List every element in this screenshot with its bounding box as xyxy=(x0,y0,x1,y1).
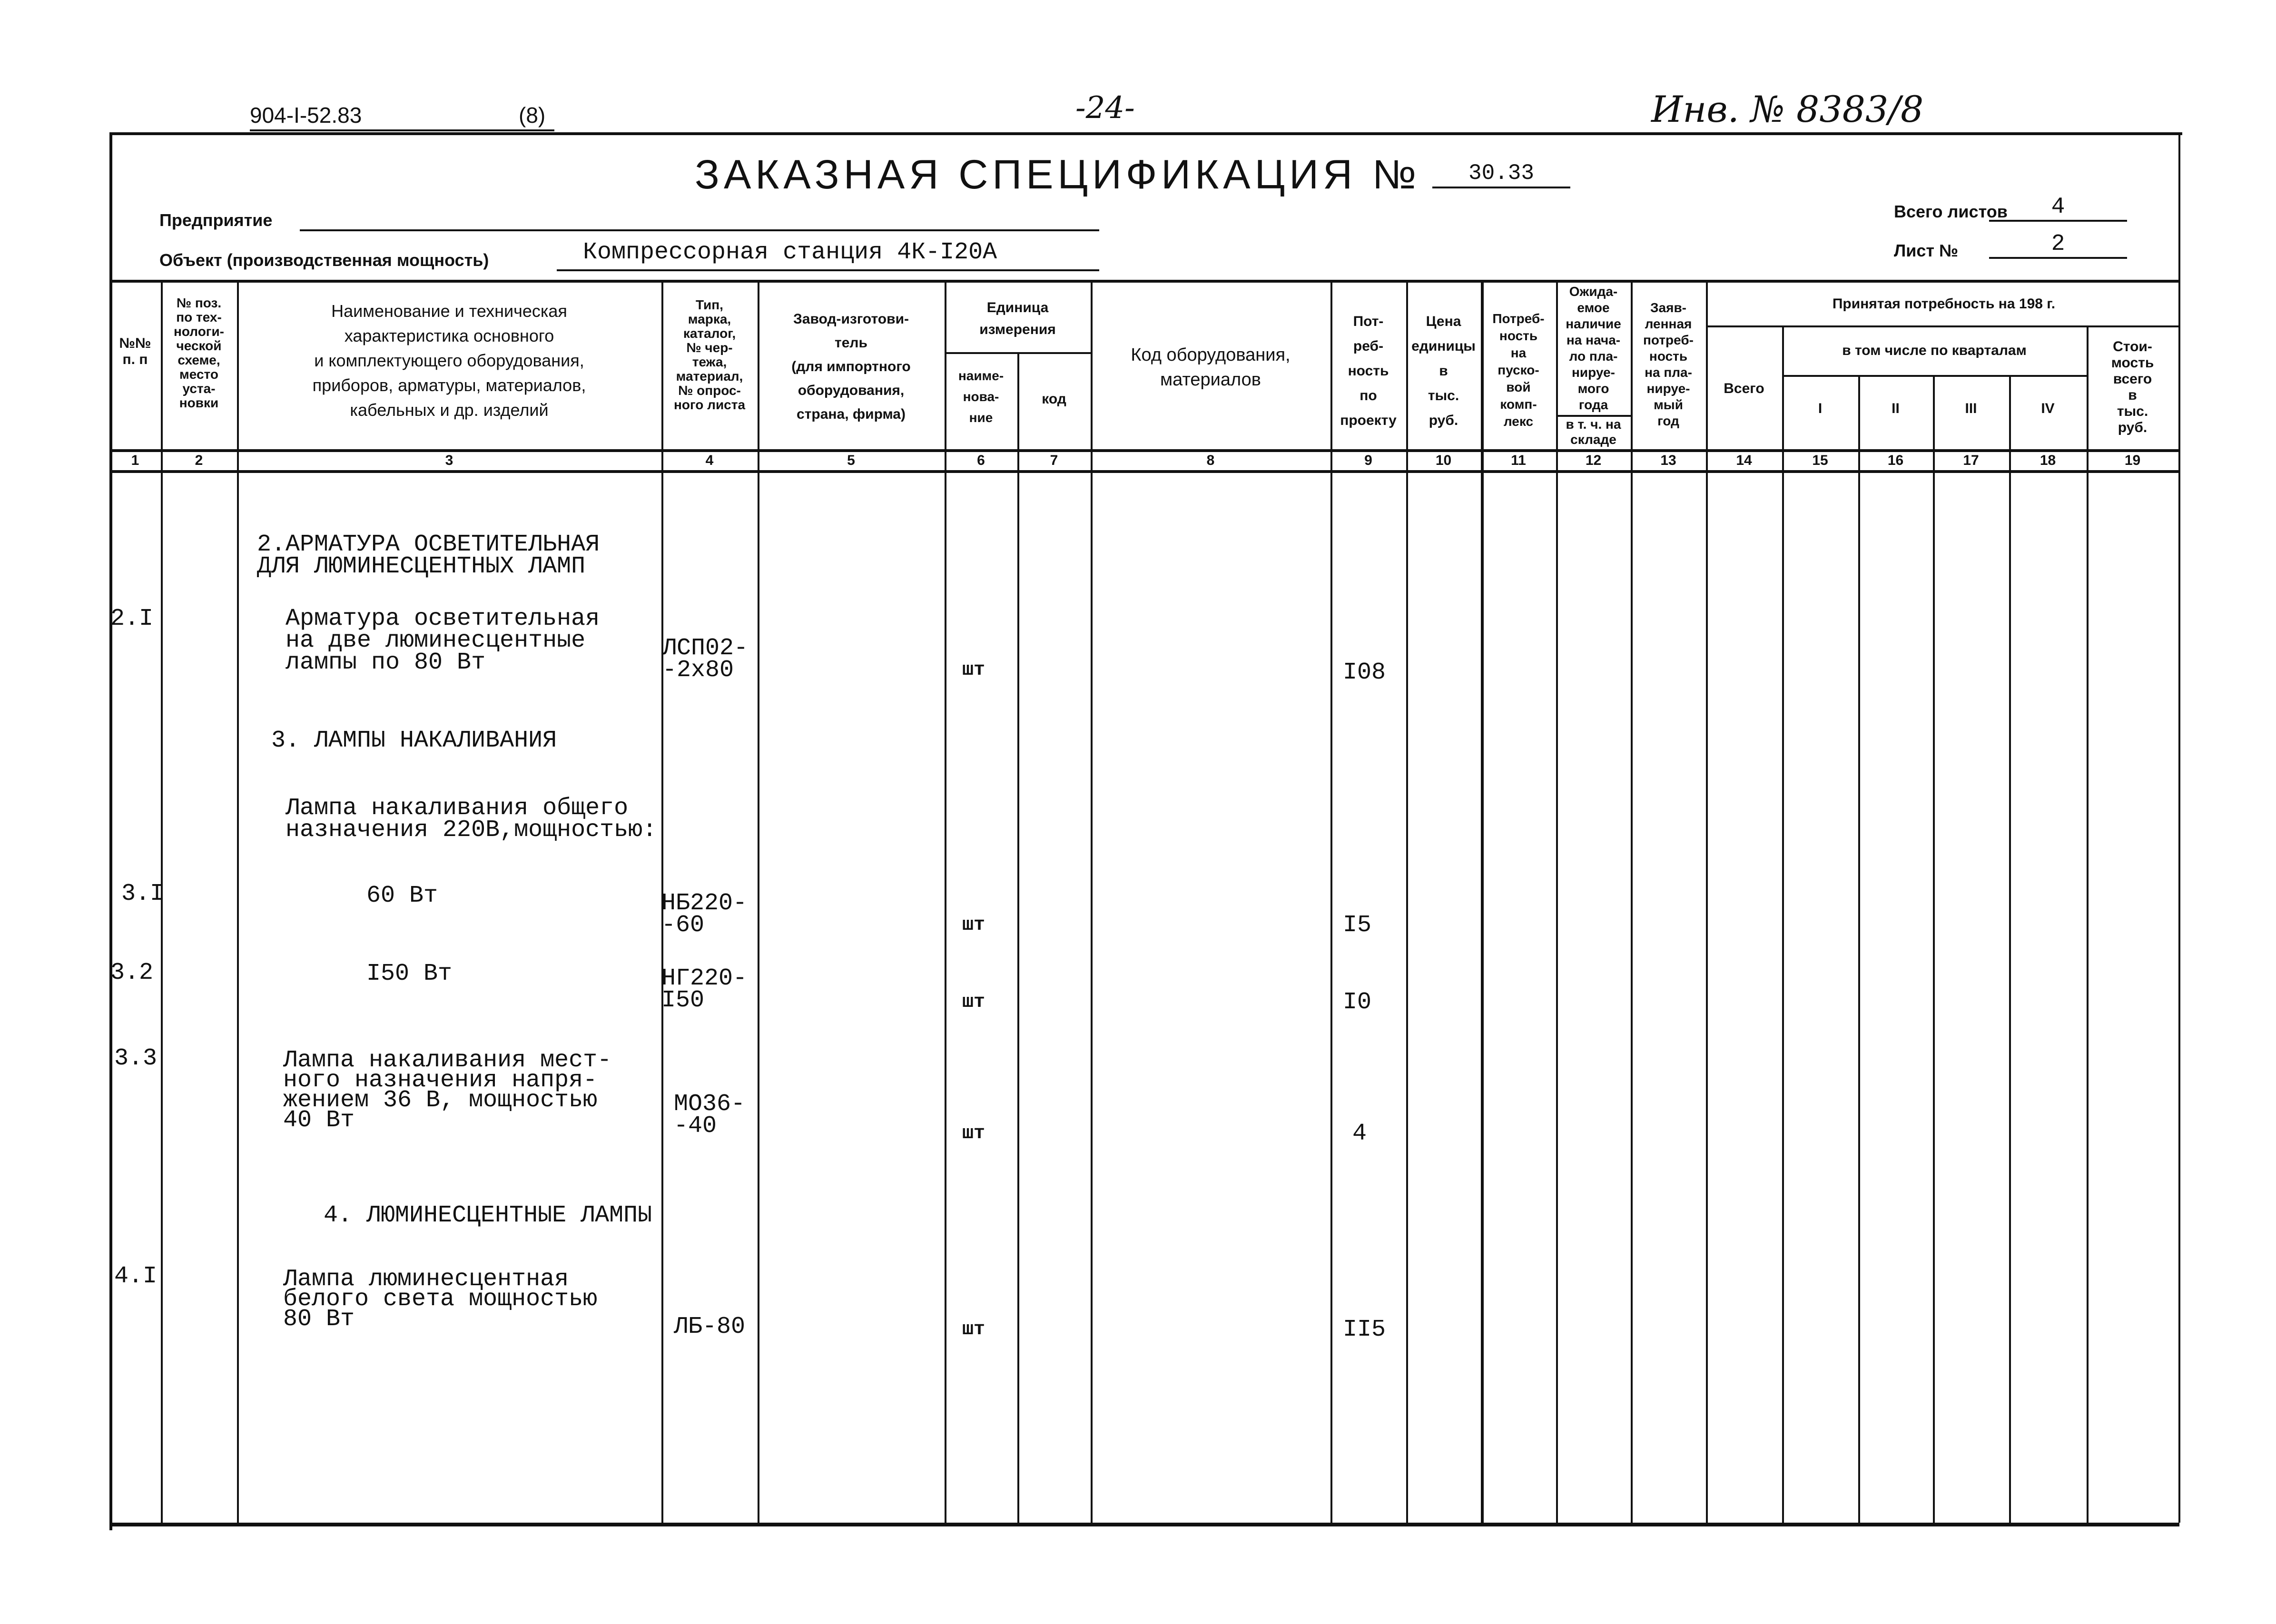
column-number: 16 xyxy=(1887,453,1904,468)
column-number: 5 xyxy=(847,453,855,468)
row-quantity: I5 xyxy=(1343,912,1372,939)
row-name: Арматура осветительная на две люминесцентные лампы по 80 Вт xyxy=(286,605,600,676)
header-unit-code: код xyxy=(1042,391,1066,407)
header-row-number: №№ п. п xyxy=(119,335,151,367)
header-equipment-code: Код оборудования, материалов xyxy=(1131,345,1291,390)
section-subtitle: Лампа накаливания общего назначения 220В,мощностью: xyxy=(286,795,657,844)
section-title: 2.АРМАТУРА ОСВЕТИТЕЛЬНАЯ ДЛЯ ЛЮМИНЕСЦЕНТНЫХ ЛАМП xyxy=(257,531,600,580)
header-type: Тип, марка, каталог, № чер- тежа, материал, № опрос- ного листа xyxy=(673,297,746,412)
column-number: 13 xyxy=(1660,453,1676,468)
header-accepted-need: Принятая потребность на 198 г. xyxy=(1832,296,2056,312)
header-expected-stock: Ожида- емое наличие на нача- ло пла- нируе- мого года xyxy=(1566,284,1621,412)
column-number: 15 xyxy=(1812,453,1828,468)
form-bottom-rule xyxy=(109,1523,2179,1526)
column-number: 14 xyxy=(1736,453,1752,468)
inventory-number: Инв. № 8383/8 xyxy=(1651,88,1924,130)
sheet-number-label: Лист № xyxy=(1894,241,1959,260)
column-number: 12 xyxy=(1585,453,1602,468)
total-sheets-value: 4 xyxy=(1989,194,2127,222)
row-unit: шт xyxy=(962,1319,985,1340)
header-quarters-label: в том числе по кварталам xyxy=(1842,343,2027,358)
column-number: 19 xyxy=(2124,453,2141,468)
row-type: МО36- -40 xyxy=(674,1091,746,1140)
row-quantity: I08 xyxy=(1343,659,1386,686)
row-position: 2.I xyxy=(110,605,154,632)
header-unit-price: Цена единицы в тыс. руб. xyxy=(1411,314,1476,428)
row-type: НБ220- -60 xyxy=(661,890,748,939)
sheet-mark: (8) xyxy=(519,103,546,128)
row-type: ЛБ-80 xyxy=(674,1313,746,1340)
header-q4: IV xyxy=(2041,401,2055,416)
top-rule-left xyxy=(250,129,554,131)
enterprise-line xyxy=(300,229,1099,231)
header-q3: III xyxy=(1965,401,1977,416)
column-number: 11 xyxy=(1511,453,1526,468)
spec-number: 30.33 xyxy=(1432,161,1570,188)
header-cost: Стои- мость всего в тыс. руб. xyxy=(2111,339,2154,435)
header-manufacturer: Завод-изготови- тель (для импортного оборудования, страна, фирма) xyxy=(791,311,911,422)
row-name: 60 Вт xyxy=(366,882,438,909)
col-line xyxy=(2178,132,2180,1523)
row-unit: шт xyxy=(962,992,985,1013)
row-unit: шт xyxy=(962,659,985,681)
section-title: 3. ЛАМПЫ НАКАЛИВАНИЯ xyxy=(271,727,557,754)
row-type: ЛСП02- -2x80 xyxy=(662,635,749,684)
header-startup-need: Потреб- ность на пуско- вой комп- лекс xyxy=(1492,311,1545,429)
header-project-need: Пот- реб- ность по проекту xyxy=(1340,314,1397,428)
header-declared-need: Заяв- ленная потреб- ность на пла- нируе- мый год xyxy=(1643,300,1694,428)
row-position: 3.3 xyxy=(114,1045,158,1072)
col-line xyxy=(2009,375,2011,1523)
page-number: -24- xyxy=(1075,90,1135,126)
col-line xyxy=(1858,375,1860,1523)
header-position: № поз. по тех- нологи- ческой схеме, место уста- новки xyxy=(173,295,225,410)
total-sheets-label: Всего листов xyxy=(1894,202,2008,221)
enterprise-label: Предприятие xyxy=(159,210,273,230)
col-line xyxy=(1017,352,1019,1523)
header-in-warehouse: в т. ч. на складе xyxy=(1566,417,1621,447)
row-position: 3.2 xyxy=(110,959,154,986)
row-unit: шт xyxy=(962,915,985,936)
row-unit: шт xyxy=(962,1123,985,1144)
header-q2: II xyxy=(1892,401,1900,416)
sheet-number-value: 2 xyxy=(1989,231,2127,259)
row-name: Лампа накаливания мест- ного назначения напря- жением 36 В, мощностью 40 Вт xyxy=(283,1047,612,1134)
column-number: 9 xyxy=(1364,453,1372,468)
column-number: 2 xyxy=(195,453,203,468)
column-number: 1 xyxy=(131,453,139,468)
column-number: 10 xyxy=(1435,453,1452,468)
column-number: 4 xyxy=(705,453,714,468)
row-name: Лампа люминесцентная белого света мощностью 80 Вт xyxy=(283,1266,598,1333)
header-unit-group: Единица измерения xyxy=(979,300,1056,337)
col-line xyxy=(1933,375,1935,1523)
object-label: Объект (производственная мощность) xyxy=(159,250,489,270)
accepted-rule xyxy=(1706,325,2179,327)
col-line xyxy=(1782,325,1784,1523)
row-position: 4.I xyxy=(114,1263,158,1290)
column-number: 6 xyxy=(977,453,985,468)
section-title: 4. ЛЮМИНЕСЦЕНТНЫЕ ЛАМПЫ xyxy=(324,1202,652,1229)
row-quantity: I0 xyxy=(1343,989,1372,1016)
row-quantity: II5 xyxy=(1343,1316,1386,1343)
column-number: 3 xyxy=(445,453,453,468)
column-number: 8 xyxy=(1206,453,1215,468)
header-name: Наименование и техническая характеристика основного и комплектующего оборудования, приборов, арматуры, материалов, кабельных и др. изделий xyxy=(312,301,586,420)
header-total: Всего xyxy=(1724,381,1764,396)
row-name: I50 Вт xyxy=(366,960,453,987)
object-value: Компрессорная станция 4К-I20A xyxy=(583,239,997,266)
column-number: 7 xyxy=(1050,453,1058,468)
header-q1: I xyxy=(1818,401,1823,416)
column-number: 18 xyxy=(2040,453,2056,468)
row-quantity: 4 xyxy=(1352,1120,1367,1147)
colnum-bottom-rule xyxy=(109,470,2179,473)
header-unit-name: наиме- нова- ние xyxy=(958,368,1004,425)
column-number: 17 xyxy=(1963,453,1979,468)
object-line xyxy=(557,269,1099,271)
row-position: 3.I xyxy=(121,880,165,907)
table-top-rule xyxy=(109,280,2179,283)
col-line xyxy=(2087,325,2089,1523)
row-type: НГ220- I50 xyxy=(661,965,748,1014)
spec-title: ЗАКАЗНАЯ СПЕЦИФИКАЦИЯ № xyxy=(695,152,1421,197)
doc-code: 904-I-52.83 xyxy=(250,103,362,128)
